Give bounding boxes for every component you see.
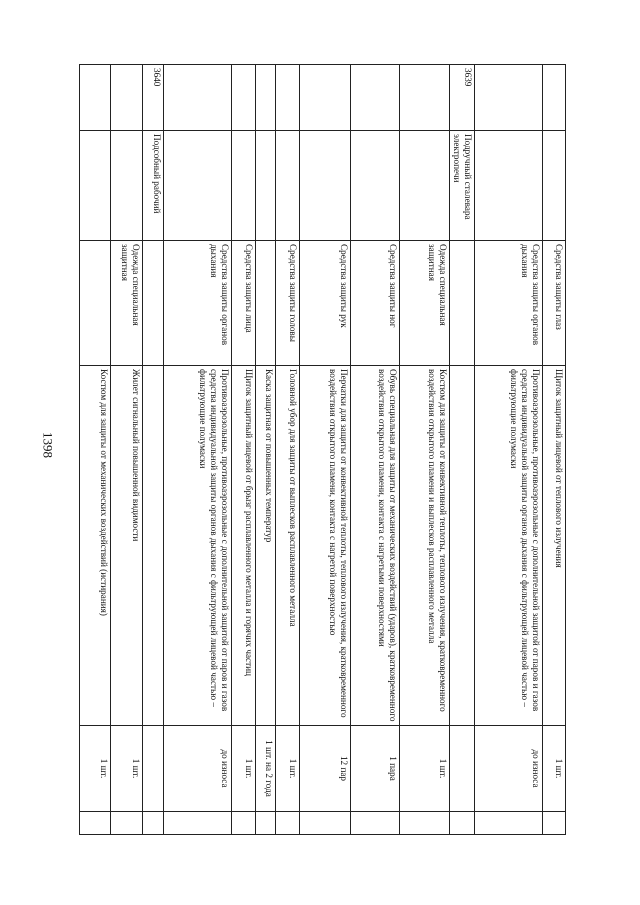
row-number-cell	[110, 65, 142, 131]
table-row	[163, 65, 231, 835]
ppe-type-cell	[255, 241, 275, 366]
ppe-name-cell: Противоаэрозольные, противоаэрозольные с дополнительной защитой от паров и газов средства индивидуальной защиты органов дыхания с фильтрующей лицевой частью – фильтрующие полумаски	[163, 366, 231, 726]
ppe-name-cell	[449, 366, 474, 726]
profession-cell	[475, 131, 543, 241]
profession-cell	[110, 131, 142, 241]
norm-cell	[142, 726, 163, 812]
ppe-name-cell: Обувь специальная для защиты от механических воздействий (ударов), кратковременного воздействия открытого пламени, контакта с нагретыми поверхностями	[350, 366, 399, 726]
table-row	[399, 65, 449, 835]
norm-cell: 1 шт.	[275, 726, 299, 812]
norm-cell	[449, 726, 474, 812]
empty-cell	[350, 812, 399, 835]
table-row	[142, 65, 163, 835]
ppe-type-cell: Средства защиты рук	[299, 241, 350, 366]
profession-cell	[79, 131, 110, 241]
norm-cell: 1 шт.	[399, 726, 449, 812]
ppe-type-cell: Одежда специальная защитная	[399, 241, 449, 366]
ppe-name-cell: Щиток защитный лицевой от теплового излучения	[543, 366, 566, 726]
ppe-name-cell: Костюм для защиты от механических воздействий (истирания)	[79, 366, 110, 726]
norm-cell: 12 пар	[299, 726, 350, 812]
table-row	[543, 65, 566, 835]
profession-cell: Подсобный рабочий	[142, 131, 163, 241]
table-row	[475, 65, 543, 835]
ppe-type-cell: Средства защиты ног	[350, 241, 399, 366]
empty-cell	[275, 812, 299, 835]
profession-cell	[255, 131, 275, 241]
ppe-type-cell: Одежда специальная защитная	[110, 241, 142, 366]
norm-cell: 1 пара	[350, 726, 399, 812]
table-row	[110, 65, 142, 835]
ppe-name-cell: Жилет сигнальный повышенной видимости	[110, 366, 142, 726]
row-number-cell: 3640	[142, 65, 163, 131]
row-number-cell	[163, 65, 231, 131]
table-row	[255, 65, 275, 835]
empty-cell	[299, 812, 350, 835]
ppe-type-cell	[449, 241, 474, 366]
ppe-norms-table	[79, 64, 566, 835]
ppe-name-cell: Костюм для защиты от конвективной теплоты, теплового излучения, кратковременного воздействия открытого пламени и выплесков расплавленного металла	[399, 366, 449, 726]
row-number-cell	[231, 65, 255, 131]
row-number-cell	[399, 65, 449, 131]
ppe-type-cell: Средства защиты головы	[275, 241, 299, 366]
empty-cell	[231, 812, 255, 835]
row-number-cell	[543, 65, 566, 131]
row-number-cell	[255, 65, 275, 131]
table-row	[449, 65, 474, 835]
ppe-type-cell	[79, 241, 110, 366]
table-row	[79, 65, 110, 835]
norm-cell: 1 шт.	[79, 726, 110, 812]
norm-cell: 1 шт.	[543, 726, 566, 812]
empty-cell	[142, 812, 163, 835]
ppe-type-cell: Средства защиты глаз	[543, 241, 566, 366]
ppe-name-cell: Перчатки для защиты от конвективной теплоты, теплового излучения, кратковременного воздействия открытого пламени, контакта с нагретой поверхностью	[299, 366, 350, 726]
profession-cell: Подручный сталевара электропечи	[449, 131, 474, 241]
table-row	[231, 65, 255, 835]
table-row	[350, 65, 399, 835]
empty-cell	[399, 812, 449, 835]
empty-cell	[475, 812, 543, 835]
ppe-name-cell: Щиток защитный лицевой от брызг расплавленного металла и горячих частиц	[231, 366, 255, 726]
ppe-name-cell: Головной убор для защиты от выплесков расплавленного металла	[275, 366, 299, 726]
row-number-cell	[275, 65, 299, 131]
ppe-type-cell	[142, 241, 163, 366]
profession-cell	[399, 131, 449, 241]
profession-cell	[543, 131, 566, 241]
table-row	[275, 65, 299, 835]
ppe-type-cell: Средства защиты органов дыхания	[163, 241, 231, 366]
empty-cell	[449, 812, 474, 835]
row-number-cell	[350, 65, 399, 131]
norm-cell: до износа	[163, 726, 231, 812]
row-number-cell	[475, 65, 543, 131]
ppe-norms-table-rotated	[82, 64, 566, 834]
profession-cell	[350, 131, 399, 241]
empty-cell	[110, 812, 142, 835]
ppe-type-cell: Средства защиты лица	[231, 241, 255, 366]
ppe-name-cell: Каска защитная от повышенных температур	[255, 366, 275, 726]
profession-cell	[275, 131, 299, 241]
ppe-name-cell	[142, 366, 163, 726]
page-number: 1398	[40, 432, 56, 458]
ppe-type-cell: Средства защиты органов дыхания	[475, 241, 543, 366]
profession-cell	[163, 131, 231, 241]
empty-cell	[163, 812, 231, 835]
table-row	[299, 65, 350, 835]
row-number-cell	[299, 65, 350, 131]
ppe-name-cell: Противоаэрозольные, противоаэрозольные с дополнительной защитой от паров и газов средства индивидуальной защиты органов дыхания с фильтрующей лицевой частью – фильтрующие полумаски	[475, 366, 543, 726]
empty-cell	[79, 812, 110, 835]
empty-cell	[543, 812, 566, 835]
row-number-cell	[79, 65, 110, 131]
row-number-cell: 3639	[449, 65, 474, 131]
profession-cell	[231, 131, 255, 241]
norm-cell: 1 шт.	[231, 726, 255, 812]
norm-cell: 1 шт.	[110, 726, 142, 812]
empty-cell	[255, 812, 275, 835]
norm-cell: до износа	[475, 726, 543, 812]
profession-cell	[299, 131, 350, 241]
norm-cell: 1 шт. на 2 года	[255, 726, 275, 812]
